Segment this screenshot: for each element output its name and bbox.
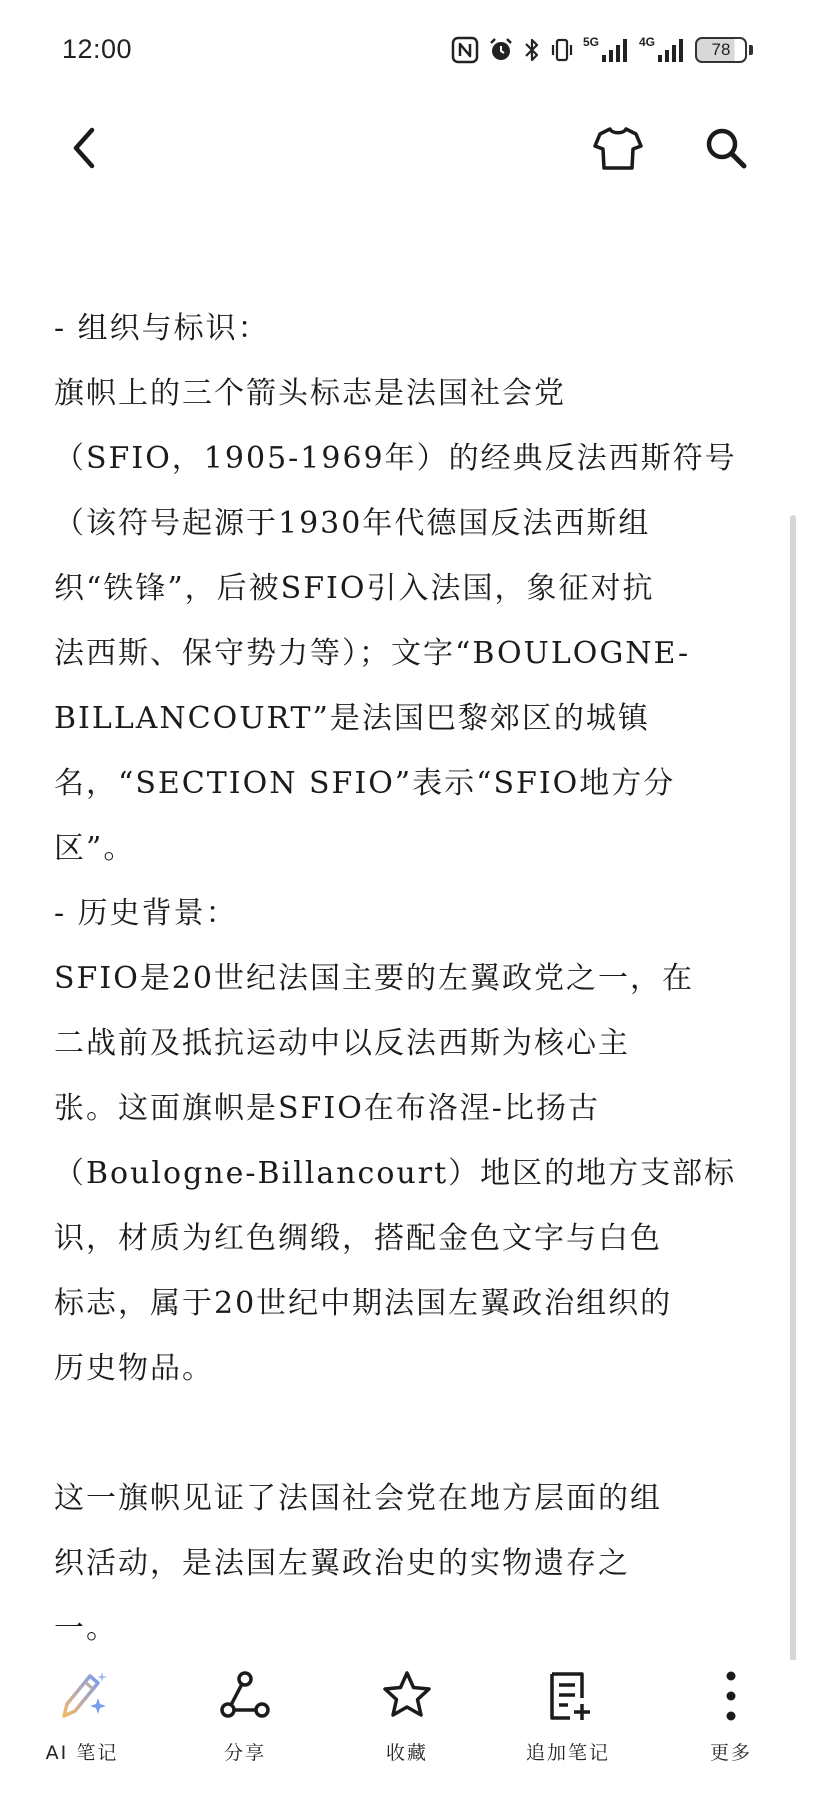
bluetooth-icon [523,36,541,64]
text-line: 区”。 [54,831,136,866]
favorite-label: 收藏 [385,1742,428,1764]
text-line: BILLANCOURT”是法国巴黎郊区的城镇 [54,701,650,736]
text-line: （SFIO，1905-1969年）的经典反法西斯符号 [54,441,737,476]
text-line: 名，“SECTION SFIO”表示“SFIO地方分 [54,766,676,801]
ai-pen-icon [54,1668,110,1724]
star-icon [379,1668,435,1724]
text-line: 这一旗帜见证了法国社会党在地方层面的组 [54,1481,662,1516]
article-content [54,296,754,1661]
chevron-left-icon [64,124,104,176]
theme-button[interactable] [588,122,648,178]
note-add-icon [540,1668,596,1724]
paragraph-gap [54,1401,754,1466]
battery-cap [749,45,753,55]
status-icons [451,32,753,68]
text-line: 张。这面旗帜是SFIO在布洛涅-比扬古 [54,1091,600,1126]
text-line: （该符号起源于1930年代德国反法西斯组 [54,506,651,541]
network-4g-label: 4G [638,35,655,49]
bottom-toolbar [0,1660,813,1800]
status-bar [0,0,813,100]
text-line: 织活动，是法国左翼政治史的实物遗存之 [54,1546,630,1581]
more-label: 更多 [709,1742,752,1764]
text-line: 识，材质为红色绸缎，搭配金色文字与白色 [54,1221,662,1256]
signal-icon [657,37,687,63]
more-button[interactable] [661,1668,801,1765]
text-line: 旗帜上的三个箭头标志是法国社会党 [54,376,566,411]
text-line: 二战前及抵抗运动中以反法西斯为核心主 [54,1026,630,1061]
text-line: 历史物品。 [54,1351,214,1386]
scrollbar[interactable] [790,515,796,1755]
favorite-button[interactable] [337,1668,477,1765]
alarm-icon [487,36,515,64]
signal-icon [601,37,631,63]
add-note-label: 追加笔记 [525,1742,610,1764]
search-button[interactable] [696,122,756,178]
app-bar [0,100,813,200]
text-line: 标志，属于20世纪中期法国左翼政治组织的 [54,1286,673,1321]
tshirt-icon [592,124,644,176]
ai-note-button[interactable] [12,1668,152,1765]
nfc-icon [451,36,479,64]
vibrate-icon [549,36,575,64]
text-line: 一。 [54,1611,118,1646]
share-icon [217,1668,273,1724]
search-icon [702,124,750,176]
add-note-button[interactable] [498,1668,638,1765]
text-line: （Boulogne-Billancourt）地区的地方支部标 [54,1156,737,1191]
text-line: 法西斯、保守势力等）；文字“BOULOGNE- [54,636,691,671]
network-5g-label: 5G [582,35,599,49]
text-line: - 组织与标识： [54,311,270,346]
ai-note-label: AI 笔记 [45,1742,119,1764]
battery-icon: 78 [695,37,747,63]
share-button[interactable] [175,1668,315,1765]
text-line: SFIO是20世纪法国主要的左翼政党之一，在 [54,961,694,996]
back-button[interactable] [56,122,112,178]
status-time: 12:00 [62,34,133,64]
text-line: 织“铁锋”，后被SFIO引入法国，象征对抗 [54,571,655,606]
share-label: 分享 [223,1742,266,1764]
more-vertical-icon [703,1668,759,1724]
text-line: - 历史背景： [54,896,238,931]
